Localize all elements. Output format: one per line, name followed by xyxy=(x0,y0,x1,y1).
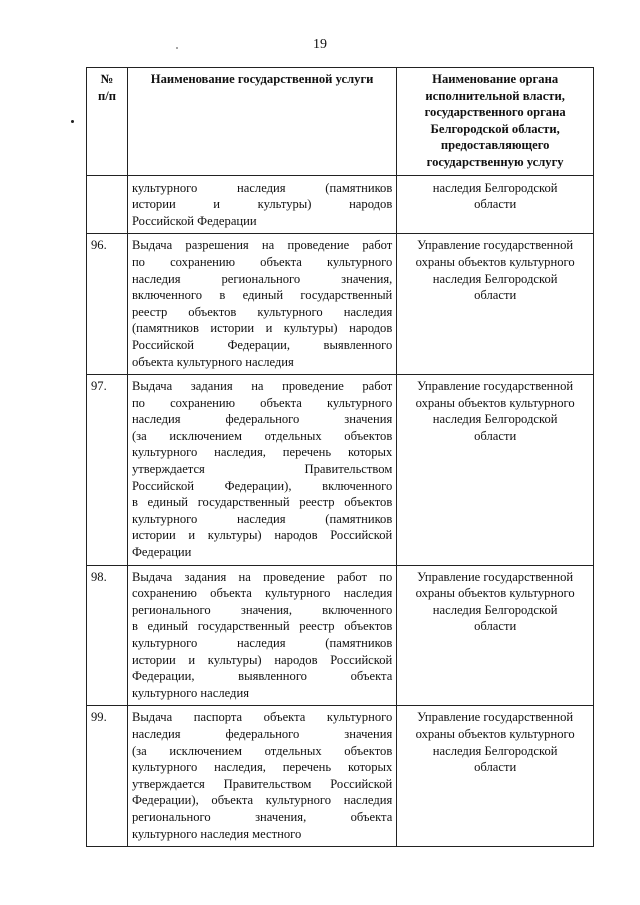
service-name xyxy=(127,565,396,706)
header-service-name: Наименование государственной услуги xyxy=(127,68,396,176)
service-name-line: в единый государственный реестр объектов xyxy=(131,619,393,634)
service-name-line: культурного наследия (памятников xyxy=(131,511,393,526)
authority-name: Управление государственной охраны объектов культурного наследия Белгородской области xyxy=(397,234,594,375)
service-name-line: по сохранению объекта культурного xyxy=(131,254,393,269)
page-number: 19 xyxy=(313,37,327,52)
service-name-line: Российской Федерации), включенного xyxy=(131,478,393,493)
service-name-line: Выдача разрешения на проведение работ xyxy=(131,238,393,253)
service-name-line: наследия федерального значения xyxy=(131,412,393,427)
header-number: № п/п xyxy=(87,68,128,176)
table-row xyxy=(87,706,594,847)
service-name-line: культурного наследия, перечень которых xyxy=(131,445,393,460)
service-name xyxy=(127,175,396,234)
table-row xyxy=(87,234,594,375)
service-name-line: культурного наследия (памятников xyxy=(131,636,393,650)
service-name-line: регионального значения, объекта xyxy=(131,809,393,824)
service-name-line: Выдача задания на проведение работ по xyxy=(131,569,393,584)
service-name-line: истории и культуры) народов Российской xyxy=(131,652,393,667)
service-name-line: Российской Федерации, выявленного xyxy=(131,337,393,352)
service-name-line: Федерации xyxy=(131,545,192,560)
service-name-line: Федерации, выявленного объекта xyxy=(131,669,393,684)
service-name-line: реестр объектов культурного наследия xyxy=(131,304,393,319)
service-name-line: Выдача задания на проведение работ xyxy=(131,379,393,394)
header-authority-name: Наименование органа исполнительной власти, государственного органа Белгородской области, предоставляющего государственную услугу xyxy=(397,68,594,176)
service-name xyxy=(127,234,396,375)
table-row xyxy=(87,375,594,566)
service-name-line: истории и культуры) народов xyxy=(131,197,393,212)
service-name-line: (за исключением отдельных объектов xyxy=(131,743,393,758)
service-name-line: культурного наследия (памятников xyxy=(131,180,393,195)
service-name-line: объекта культурного наследия xyxy=(131,354,294,369)
service-name-line: Выдача паспорта объекта культурного xyxy=(131,710,393,725)
service-name xyxy=(127,375,396,566)
row-number: 97. xyxy=(87,375,128,566)
row-number: 98. xyxy=(87,565,128,706)
service-name-line: наследия регионального значения, xyxy=(131,271,393,286)
row-number: 96. xyxy=(87,234,128,375)
service-name-line: по сохранению объекта культурного xyxy=(131,395,393,410)
services-table xyxy=(86,67,594,847)
service-name-line: истории и культуры) народов Российской xyxy=(131,528,393,543)
service-name-line: в единый государственный реестр объектов xyxy=(131,495,393,510)
table-row xyxy=(87,175,594,234)
authority-name: Управление государственной охраны объектов культурного наследия Белгородской области xyxy=(397,565,594,706)
authority-name: Управление государственной охраны объектов культурного наследия Белгородской области xyxy=(397,706,594,847)
authority-name: наследия Белгородской области xyxy=(397,175,594,234)
table-header-row xyxy=(87,68,594,176)
service-name-line: наследия федерального значения xyxy=(131,726,393,741)
service-name-line: регионального значения, включенного xyxy=(131,602,393,617)
service-name-line: (памятников истории и культуры) народов xyxy=(131,321,393,336)
row-number xyxy=(87,175,128,234)
service-name-line: Федерации), объекта культурного наследия xyxy=(131,793,393,808)
service-name xyxy=(127,706,396,847)
scan-speck xyxy=(71,120,74,123)
service-name-line: (за исключением отдельных объектов xyxy=(131,428,393,443)
service-name-line: Российской Федерации xyxy=(131,213,257,228)
service-name-line: культурного наследия xyxy=(131,685,250,700)
service-name-line: культурного наследия местного xyxy=(131,826,302,841)
service-name-line: сохранению объекта культурного наследия xyxy=(131,586,393,601)
service-name-line: утверждается Правительством Российской xyxy=(131,776,393,791)
service-name-line: утверждается Правительством xyxy=(131,462,393,477)
authority-name: Управление государственной охраны объектов культурного наследия Белгородской области xyxy=(397,375,594,566)
service-name-line: культурного наследия, перечень которых xyxy=(131,760,393,775)
service-name-line: включенного в единый государственный xyxy=(131,288,393,303)
row-number: 99. xyxy=(87,706,128,847)
table-row xyxy=(87,565,594,706)
